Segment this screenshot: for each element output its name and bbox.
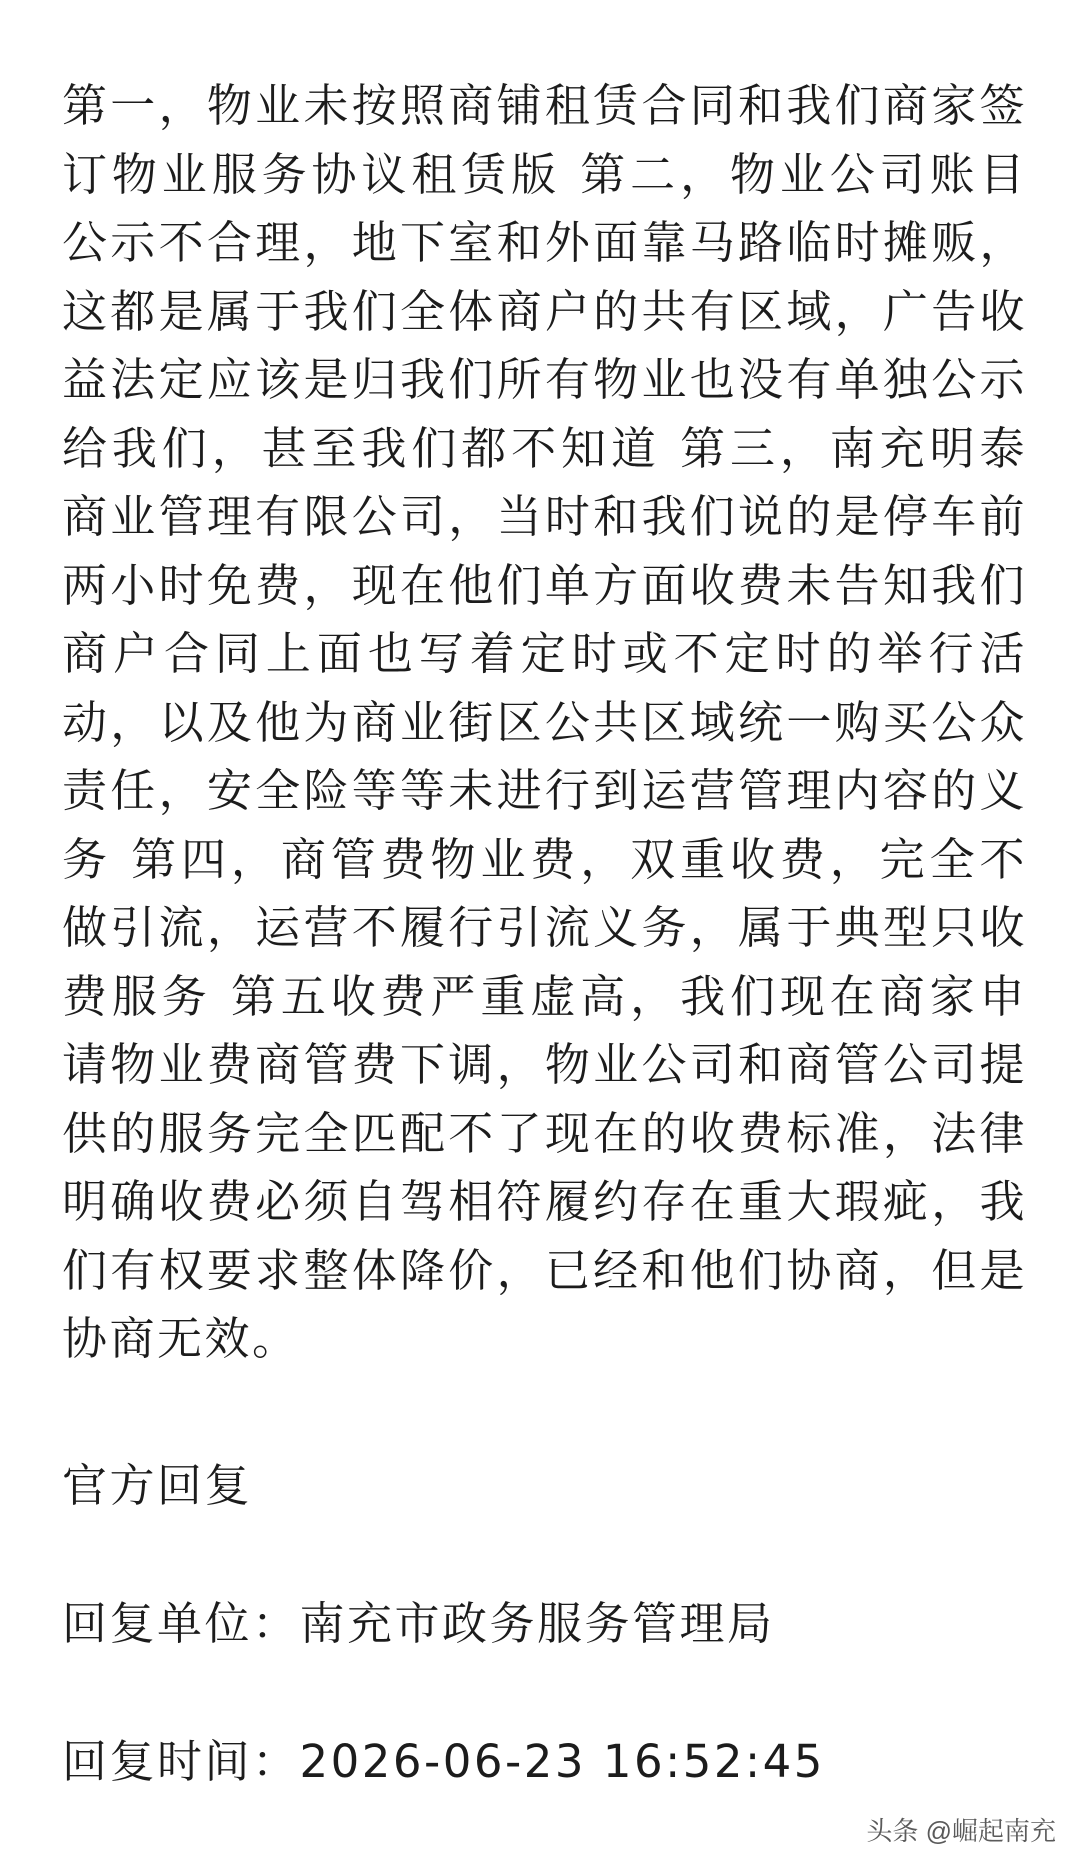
complaint-text: 第一，物业未按照商铺租赁合同和我们商家签订物业服务协议租赁版 第二，物业公司账目公示不合理，地下室和外面靠马路临时摊贩，这都是属于我们全体商户的共有区域，广告收益法定应该是归我们所有物业也没有单独公示给我们，甚至我们都不知道 第三，南充明泰商业管理有限公司，当时和我们说的是停车前两小时免费，现在他们单方面收费未告知我们商户合同上面也写着定时或不定时的举行活动，以及他为商业街区公共区域统一购买公众责任，安全险等等未进行到运营管理内容的义务 第四，商管费物业费，双重收费，完全不做引流，运营不履行引流义务，属于典型只收费服务 第五收费严重虚高，我们现在商家申请物业费商管费下调，物业公司和商管公司提供的服务完全匹配不了现在的收费标准，法律明确收费必须自驾相符履约存在重大瑕疵，我们有权要求整体降价，已经和他们协商，但是协商无效。 <box>62 79 1027 1365</box>
reply-time: 回复时间：2026-06-23 16:52:45 <box>62 1734 825 1788</box>
toutiao-watermark: 头条 @崛起南充 <box>866 1816 1056 1846</box>
article-body <box>62 72 1027 1796</box>
official-reply-heading: 官方回复 <box>62 1458 253 1512</box>
reply-unit: 回复单位：南充市政务服务管理局 <box>62 1596 775 1650</box>
